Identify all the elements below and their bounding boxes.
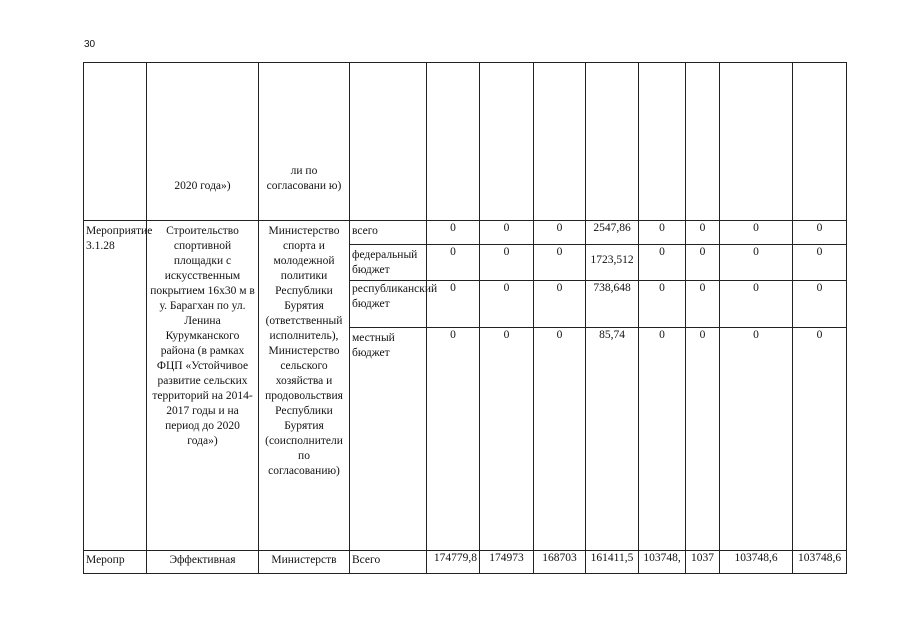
value-cell: 1037 — [686, 551, 720, 574]
value-cell: 174973 — [480, 551, 534, 574]
funding-source: всего — [350, 221, 427, 245]
value-cell: 0 — [427, 245, 480, 281]
continued-row — [84, 63, 847, 221]
value-cell: 0 — [480, 245, 534, 281]
value-cell: 0 — [480, 328, 534, 551]
funding-source: республиканский бюджет — [350, 281, 427, 328]
funding-source: Всего — [350, 551, 427, 574]
value-cell: 0 — [720, 281, 793, 328]
value-cell: 0 — [427, 221, 480, 245]
value-cell: 0 — [793, 328, 847, 551]
value-cell: 0 — [480, 281, 534, 328]
value-cell: 168703 — [534, 551, 586, 574]
value-cell: 0 — [686, 221, 720, 245]
value-cell: 103748, — [639, 551, 686, 574]
continued-code-cell — [84, 63, 147, 221]
value-cell: 161411,5 — [586, 551, 639, 574]
activity-title: Строительство спортивной площадки с искусственным покрытием 16х30 м в у. Барагхан по ул. Ленина Курумканского района (в рамках ФЦП «Устойчивое развитие сельских территорий на 2014-2017 годы и на период до 2020 года») — [147, 221, 259, 551]
value-cell: 0 — [427, 281, 480, 328]
continued-executor-cell: ли по согласовани ю) — [259, 63, 350, 221]
next-activity-row — [84, 551, 847, 574]
value-cell: 0 — [480, 221, 534, 245]
continued-title-cell: 2020 года») — [147, 63, 259, 221]
value-cell: 103748,6 — [720, 551, 793, 574]
next-activity-executor: Министерств — [259, 551, 350, 574]
activity-executor: Министерство спорта и молодежной политики Республики Бурятия (ответственный исполнитель), Министерство сельского хозяйства и продовольствия Республики Бурятия (соисполнители по согласованию) — [259, 221, 350, 551]
value-cell: 1723,512 — [586, 245, 639, 281]
value-cell: 0 — [534, 328, 586, 551]
value-cell: 103748,6 — [793, 551, 847, 574]
value-cell: 2547,86 — [586, 221, 639, 245]
value-cell: 0 — [720, 245, 793, 281]
value-cell: 0 — [427, 328, 480, 551]
value-cell: 0 — [793, 221, 847, 245]
next-activity-code: Меропр — [84, 551, 147, 574]
value-cell: 0 — [686, 245, 720, 281]
value-cell: 0 — [639, 221, 686, 245]
value-cell: 85,74 — [586, 328, 639, 551]
funding-source: местный бюджет — [350, 328, 427, 551]
funding-source: федеральный бюджет — [350, 245, 427, 281]
value-cell: 0 — [639, 281, 686, 328]
value-cell: 0 — [686, 281, 720, 328]
activity-code: Мероприятие 3.1.28 — [84, 221, 147, 551]
value-cell: 174779,8 — [427, 551, 480, 574]
value-cell: 0 — [793, 281, 847, 328]
page-number: 30 — [84, 39, 96, 50]
value-cell: 0 — [639, 328, 686, 551]
value-cell: 0 — [639, 245, 686, 281]
value-cell: 0 — [534, 221, 586, 245]
activity-row-total — [84, 221, 847, 245]
budget-table — [83, 62, 847, 574]
value-cell: 0 — [720, 328, 793, 551]
value-cell: 0 — [534, 245, 586, 281]
value-cell: 738,648 — [586, 281, 639, 328]
value-cell: 0 — [686, 328, 720, 551]
next-activity-title: Эффективная — [147, 551, 259, 574]
value-cell: 0 — [793, 245, 847, 281]
value-cell: 0 — [720, 221, 793, 245]
value-cell: 0 — [534, 281, 586, 328]
